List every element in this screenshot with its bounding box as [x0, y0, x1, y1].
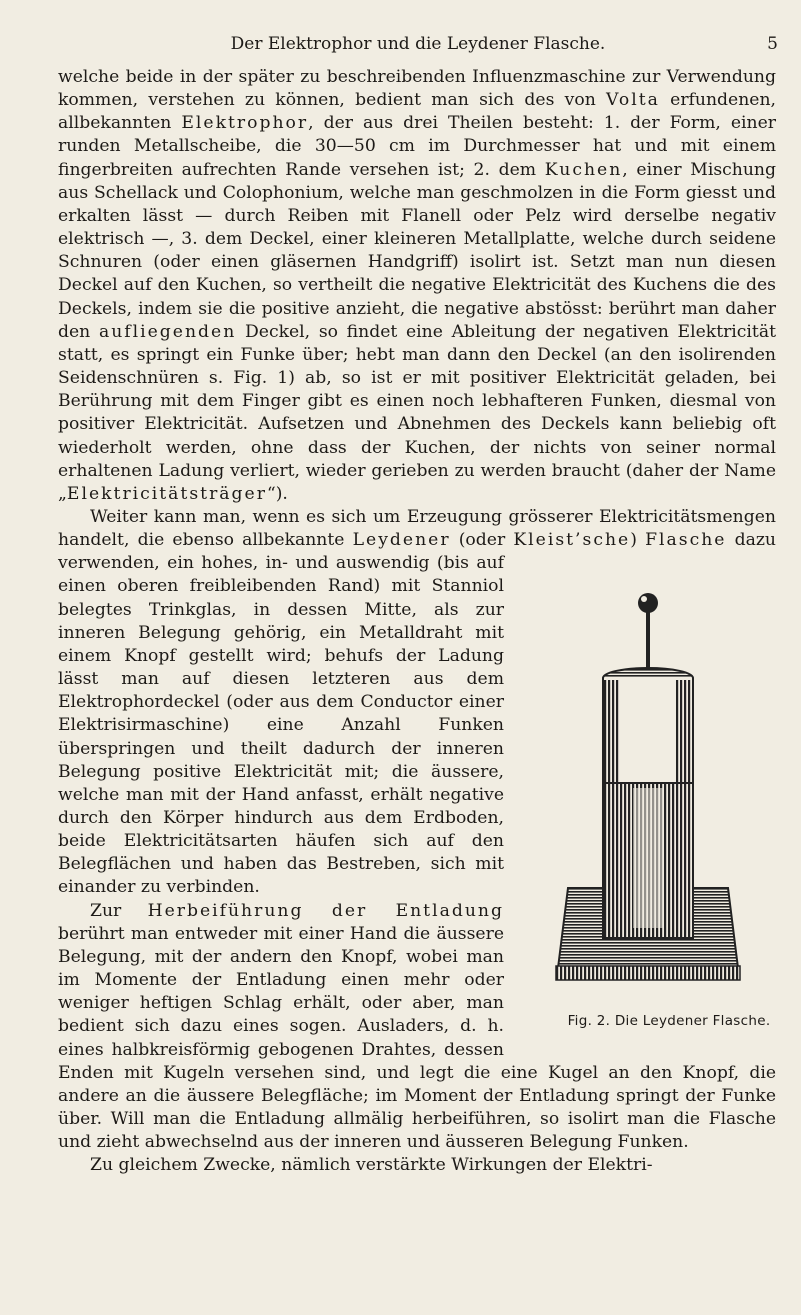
page-header: [58, 34, 778, 58]
text-run: Zu gleichem Zwecke, nämlich verstärkte Wirkungen der Elektri-: [90, 1155, 653, 1176]
text-run: welche beide in der später zu beschreibenden Influenzmaschine zur Verwendung kommen, verstehen zu können, bedient man sich des von: [58, 67, 776, 111]
figure-caption: Fig. 2. Die Leydener Flasche.: [567, 1013, 771, 1030]
text-run: (oder: [450, 530, 514, 551]
page-number: 5: [767, 34, 778, 54]
jar-knob: [638, 593, 658, 613]
text-run: ): [630, 530, 646, 551]
text-run: Weiter kann man, wenn es sich um Erzeugung grösserer Elektricitätsmengen handelt, die ebenso allbekannte: [58, 506, 776, 551]
text-run: Deckel, so findet eine Ableitung der negativen Elektricität statt, es springt ein Funke über; hebt man dann den Deckel (an den isolirenden Seidenschnüren s. Fig. 1) ab, so ist er mit positiver Elektricität geladen, bei Berührung mit dem Finger gibt es einen noch lebhafteren Funken, diesmal von positiver Elektricität. Aufsetzen und Abnehmen des Deckels kann beliebig oft wiederholt werden, ohne dass der Kuchen, der nichts von seiner normal erhaltenen Ladung verliert, wieder gerieben zu werden braucht (daher der Name „: [58, 321, 776, 504]
body-text: [58, 66, 776, 1178]
spaced-emphasis: Herbeiführung der Entladung: [147, 900, 504, 921]
leyden-jar-illustration: [548, 588, 748, 998]
figure-leyden-jar: [518, 558, 776, 1050]
spaced-emphasis: Kuchen: [544, 159, 623, 180]
spaced-emphasis: Elektricitätsträger: [66, 483, 267, 504]
paragraph: [58, 1154, 776, 1177]
spaced-emphasis: Volta: [606, 90, 660, 111]
spaced-emphasis: aufliegenden: [98, 321, 237, 342]
text-run: berührt man entweder mit einer Hand die äussere Belegung, mit der andern den Knopf, wobei man im Momente der Entladung einen mehr oder weniger heftigen Schlag erhält, oder aber, man bedient sich dazu eines sogen. Ausladers, d. h. eines halbkreisförmig gebogenen Drahtes, dessen Enden mit Kugeln versehen sind, und legt die eine Kugel an den Knopf, die andere an die äussere Belegfläche; im Moment der Entladung springt der Funke über. Will man die Entladung allmälig herbeiführen, so isolirt man die Flasche und zieht abwechselnd aus der inneren und äusseren Belegung Funken.: [58, 923, 776, 1153]
spaced-emphasis: Elektrophor: [181, 113, 309, 134]
paragraph: [58, 66, 776, 506]
text-run: , einer Mischung aus Schellack und Colophonium, welche man geschmolzen in die Form giesst und erkalten lässt — durch Reiben mit Flanell oder Pelz wird derselbe negativ elektrisch —, 3. dem Deckel, einer kleineren Metallplatte, welche durch seidene Schnuren (oder einen gläsernen Handgriff) isolirt ist. Setzt man nun diesen Deckel auf den Kuchen, so vertheilt die negative Elektricität des Kuchens die des Deckels, indem sie die positive anzieht, die negative abstösst: berührt man daher den: [58, 159, 776, 342]
spaced-emphasis: Flasche: [645, 530, 727, 551]
text-run: erfundenen, allbekannten: [58, 90, 776, 134]
text-run: dazu verwenden, ein hohes, in- und auswendig (bis auf einen oberen freibleibenden Rand) mit Stanniol belegtes Trinkglas, in dessen Mitte, als zur inneren Belegung gehörig, ein Metalldraht mit einem Knopf gestellt wird; behufs der Ladung lässt man auf diesen letzteren aus dem Elektrophordeckel (oder aus dem Conductor einer Elektrisirmaschine) eine Anzahl Funken überspringen und theilt dadurch der inneren Belegung positive Elektricität mit; die äussere, welche man mit der Hand anfasst, erhält negative durch den Körper hindurch aus dem Erdboden, beide Elektricitätsarten häufen sich auf den Belegflächen und haben das Bestreben, sich mit einander zu verbinden.: [58, 530, 776, 898]
text-run: , der aus drei Theilen besteht: 1. der Form, einer runden Metallscheibe, die 30—50 cm im Durchmesser hat und mit einem fingerbreiten aufrechten Rande versehen ist; 2. dem: [58, 113, 777, 180]
running-title: Der Elektrophor und die Leydener Flasche.: [230, 34, 606, 54]
text-run: “).: [266, 483, 288, 504]
spaced-emphasis: Kleist’sche: [513, 530, 631, 551]
text-run: Zur: [90, 900, 148, 921]
spaced-emphasis: Leydener: [352, 530, 451, 551]
